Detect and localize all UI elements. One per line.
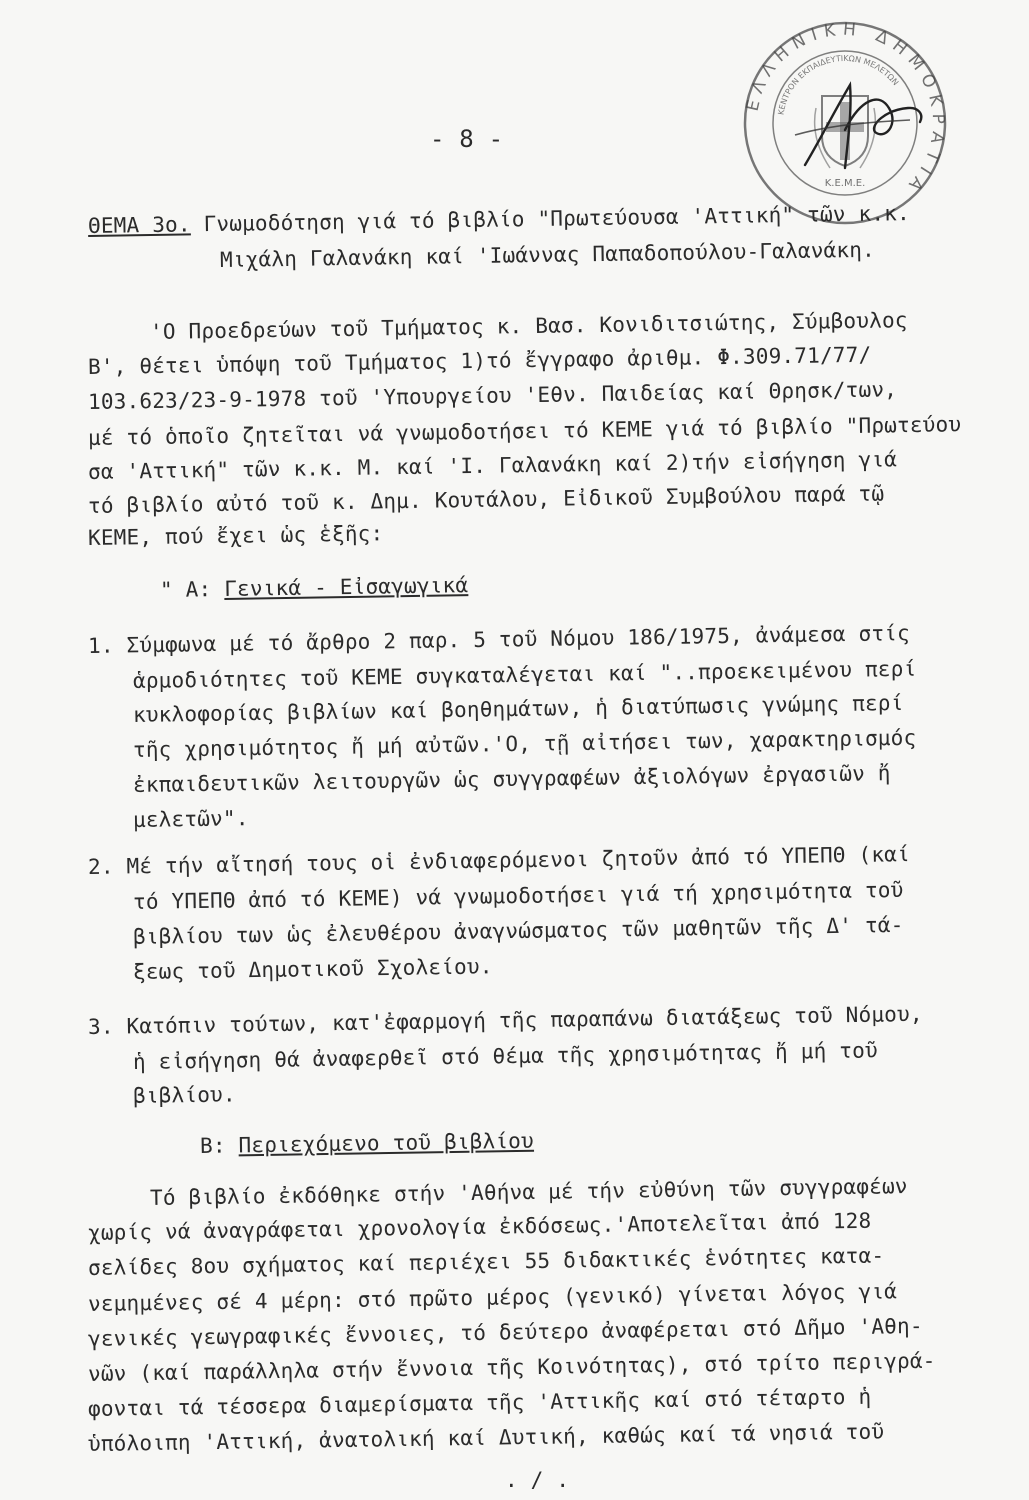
item-2-line: 2. Μέ τήν αἴτησή τους οἱ ἐνδιαφερόμενοι ζητοῦν ἀπό τό ΥΠΕΠΘ (καί <box>87 842 911 879</box>
intro-line: Β', θέτει ὑπόψη τοῦ Τμήματος 1)τό ἔγγραφο ἀριθμ. Φ.309.71/77/ <box>87 342 872 379</box>
subject-line-1 <box>88 201 910 238</box>
body-b-line: γενικές γεωγραφικές ἔννοιες, τό δεύτερο ἀναφέρεται στό Δῆμο 'Αθη- <box>87 1313 923 1351</box>
item-1-line: τῆς χρησιμότητος ἤ μή αὐτῶν.'Ο, τῇ αἰτήσει των, χαρακτηρισμός <box>132 725 917 762</box>
section-a-prefix: " Α: <box>159 577 212 602</box>
item-2-line: βιβλίου των ὡς ἐλευθέρου ἀναγνώσματος τῶν μαθητῶν τῆς Δ' τά- <box>132 912 904 949</box>
section-b-prefix: Β: <box>199 1133 226 1158</box>
item-1-line: ἁρμοδιότητες τοῦ ΚΕΜΕ συγκαταλέγεται καί "..προεκειμένου περί <box>132 656 917 693</box>
section-b-title: Περιεχόμενο τοῦ βιβλίου <box>238 1128 535 1158</box>
item-3-line: 3. Κατόπιν τούτων, κατ'ἐφαρμογή τῆς παραπάνω διατάξεως τοῦ Νόμου, <box>87 1001 923 1039</box>
item-1-line: 1. Σύμφωνα μέ τό ἄρθρο 2 παρ. 5 τοῦ Νόμου 186/1975, ἀνάμεσα στίς <box>87 621 911 658</box>
intro-line: ΚΕΜΕ, πού ἔχει ὡς ἑξῆς: <box>87 521 384 550</box>
section-a-title: Γενικά - Εἰσαγωγικά <box>224 573 469 601</box>
handwritten-signature <box>790 70 930 180</box>
body-b-line: νῶν (καί παράλληλα στήν ἔννοια τῆς Κοινότητας), στό τρίτο περιγρά- <box>87 1348 936 1386</box>
body-b-line: φονται τά τέσσερα διαμερίσματα τῆς 'Αττικῆς καί στό τέταρτο ἡ <box>87 1384 872 1421</box>
continuation-mark: . / . <box>505 1468 570 1492</box>
item-2-line: τό ΥΠΕΠΘ ἀπό τό ΚΕΜΕ) νά γνωμοδοτήσει γιά τή χρησιμότητα τοῦ <box>132 877 904 914</box>
body-b-line: ὑπόλοιπη 'Αττική, ἀνατολική καί Δυτική, καθώς καί τά νησιά τοῦ <box>87 1419 885 1456</box>
body-b-line: Τό βιβλίο ἐκδόθηκε στήν 'Αθήνα μέ τήν εὐθύνη τῶν συγγραφέων <box>149 1174 908 1210</box>
intro-line: σα 'Αττική" τῶν κ.κ. Μ. καί 'Ι. Γαλανάκη καί 2)τήν εἰσήγηση γιά <box>87 447 898 484</box>
item-3-line: βιβλίου. <box>132 1082 236 1108</box>
intro-line: 'Ο Προεδρεύων τοῦ Τμήματος κ. Βασ. Κονιδιτσιώτης, Σύμβουλος <box>149 308 908 344</box>
item-2-line: ξεως τοῦ Δημοτικοῦ Σχολείου. <box>132 954 493 984</box>
subject-title: Γνωμοδότηση γιά τό βιβλίο "Πρωτεύουσα 'Αττική" τῶν κ.κ. <box>203 201 911 237</box>
intro-line: 103.623/23-9-1978 τοῦ 'Υπουργείου 'Εθν. Παιδείας καί Θρησκ/των, <box>87 377 898 414</box>
body-b-line: σελίδες 8ου σχήματος καί περιέχει 55 διδακτικές ἑνότητες κατα- <box>87 1243 885 1280</box>
section-a-heading <box>160 573 469 602</box>
item-1-line: ἐκπαιδευτικῶν λειτουργῶν ὡς συγγραφέων ἀξιολόγων ἐργασιῶν ἤ <box>132 761 891 797</box>
section-b-heading <box>200 1129 534 1158</box>
page-number: - 8 - <box>430 125 504 153</box>
svg-text:Κ.Ε.Μ.Ε.: Κ.Ε.Μ.Ε. <box>824 178 866 189</box>
item-1-line: κυκλοφορίας βιβλίων καί βοηθημάτων, ἡ διατύπωσις γνώμης περί <box>132 690 904 727</box>
item-3-line: ἡ εἰσήγηση θά ἀναφερθεῖ στό θέμα τῆς χρησιμότητας ἤ μή τοῦ <box>132 1038 879 1074</box>
intro-line: μέ τό ὁποῖο ζητεῖται νά γνωμοδοτήσει τό ΚΕΜΕ γιά τό βιβλίο "Πρωτεύου <box>87 412 962 450</box>
svg-text:ΕΛΛΗΝΙΚΗ ΔΗΜΟΚΡΑΤΙΑ: ΕΛΛΗΝΙΚΗ ΔΗΜΟΚΡΑΤΙΑ <box>742 19 949 200</box>
svg-text:ΚΕΝΤΡΟΝ ΕΚΠΑΙΔΕΥΤΙΚΩΝ ΜΕΛΕΤΩΝ: ΚΕΝΤΡΟΝ ΕΚΠΑΙΔΕΥΤΙΚΩΝ ΜΕΛΕΤΩΝ <box>776 53 901 116</box>
intro-line: τό βιβλίο αὐτό τοῦ κ. Δημ. Κουτάλου, Εἰδικοῦ Συμβούλου παρά τῷ <box>87 481 885 518</box>
body-b-line: νεμημένες σέ 4 μέρη: στό πρῶτο μέρος (γενικό) γίνεται λόγος γιά <box>87 1279 898 1316</box>
body-b-line: χωρίς νά ἀναγράφεται χρονολογία ἐκδόσεως.'Αποτελεῖται ἀπό 128 <box>87 1208 872 1245</box>
subject-line-2: Μιχάλη Γαλανάκη καί 'Ιωάννας Παπαδοπούλου-Γαλανάκη. <box>219 237 876 272</box>
subject-label: ΘΕΜΑ 3ο. <box>87 212 191 238</box>
item-1-line: μελετῶν". <box>132 806 249 832</box>
